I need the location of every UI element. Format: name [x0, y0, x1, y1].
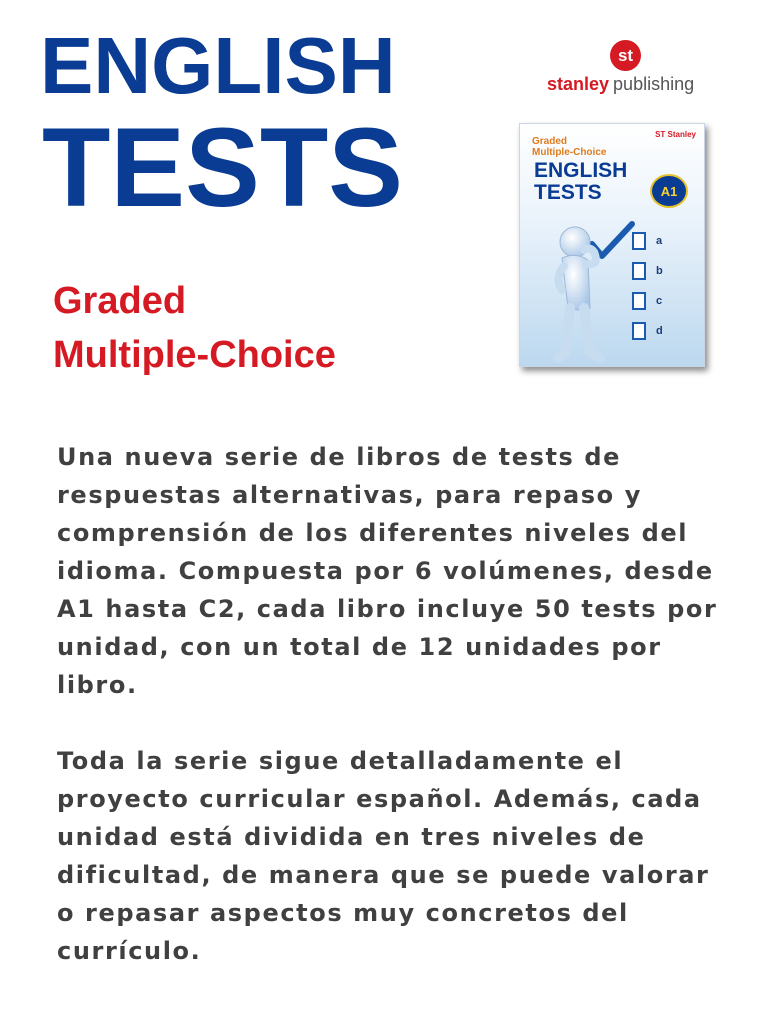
book-cover-image [519, 123, 705, 367]
cover-title [534, 160, 627, 204]
description-paragraph-2: Toda la serie sigue detalladamente el proyecto curricular español. Además, cada unidad está dividida en tres niveles de dificultad, de manera que se puede valorar o repasar aspectos muy concretos del currículo. [57, 747, 710, 965]
publisher-logo-block [540, 38, 730, 100]
cover-choice-a: a [632, 230, 686, 252]
description-text [57, 438, 737, 970]
subtitle-line-multiple-choice: Multiple-Choice [53, 334, 336, 376]
cover-choice-c: c [632, 290, 686, 312]
publisher-name-primary: stanley [547, 74, 610, 94]
publisher-logo-icon: st [610, 40, 641, 71]
checkbox-icon [632, 262, 646, 280]
cover-title-line1: ENGLISH [534, 159, 628, 182]
cover-choice-b: b [632, 260, 686, 282]
subtitle-line-graded: Graded [53, 280, 187, 322]
publisher-name [547, 74, 694, 95]
checkbox-icon [632, 292, 646, 310]
cover-title-line2: TESTS [534, 181, 602, 204]
cover-series-label [532, 136, 606, 158]
checkbox-icon [632, 322, 646, 340]
cover-series-line1: Graded [532, 136, 568, 147]
description-paragraph-1: Una nueva serie de libros de tests de respuestas alternativas, para repaso y comprensión de los diferentes niveles del idioma. Compuesta por 6 volúmenes, desde A1 hasta C2, cada libro incluye 50 tests por unidad, con un total de 12 unidades por libro. [57, 443, 718, 699]
cover-choice-d: d [632, 320, 686, 342]
level-badge: A1 [650, 174, 688, 208]
checkbox-icon [632, 232, 646, 250]
title-tests: TESTS [42, 105, 403, 230]
publisher-name-secondary: publishing [613, 74, 695, 94]
title-english: ENGLISH [40, 21, 396, 110]
subtitle [53, 274, 336, 382]
cover-brand: ST Stanley [655, 130, 696, 139]
cover-series-line2: Multiple-Choice [532, 147, 607, 158]
checkmark-icon [592, 224, 632, 256]
